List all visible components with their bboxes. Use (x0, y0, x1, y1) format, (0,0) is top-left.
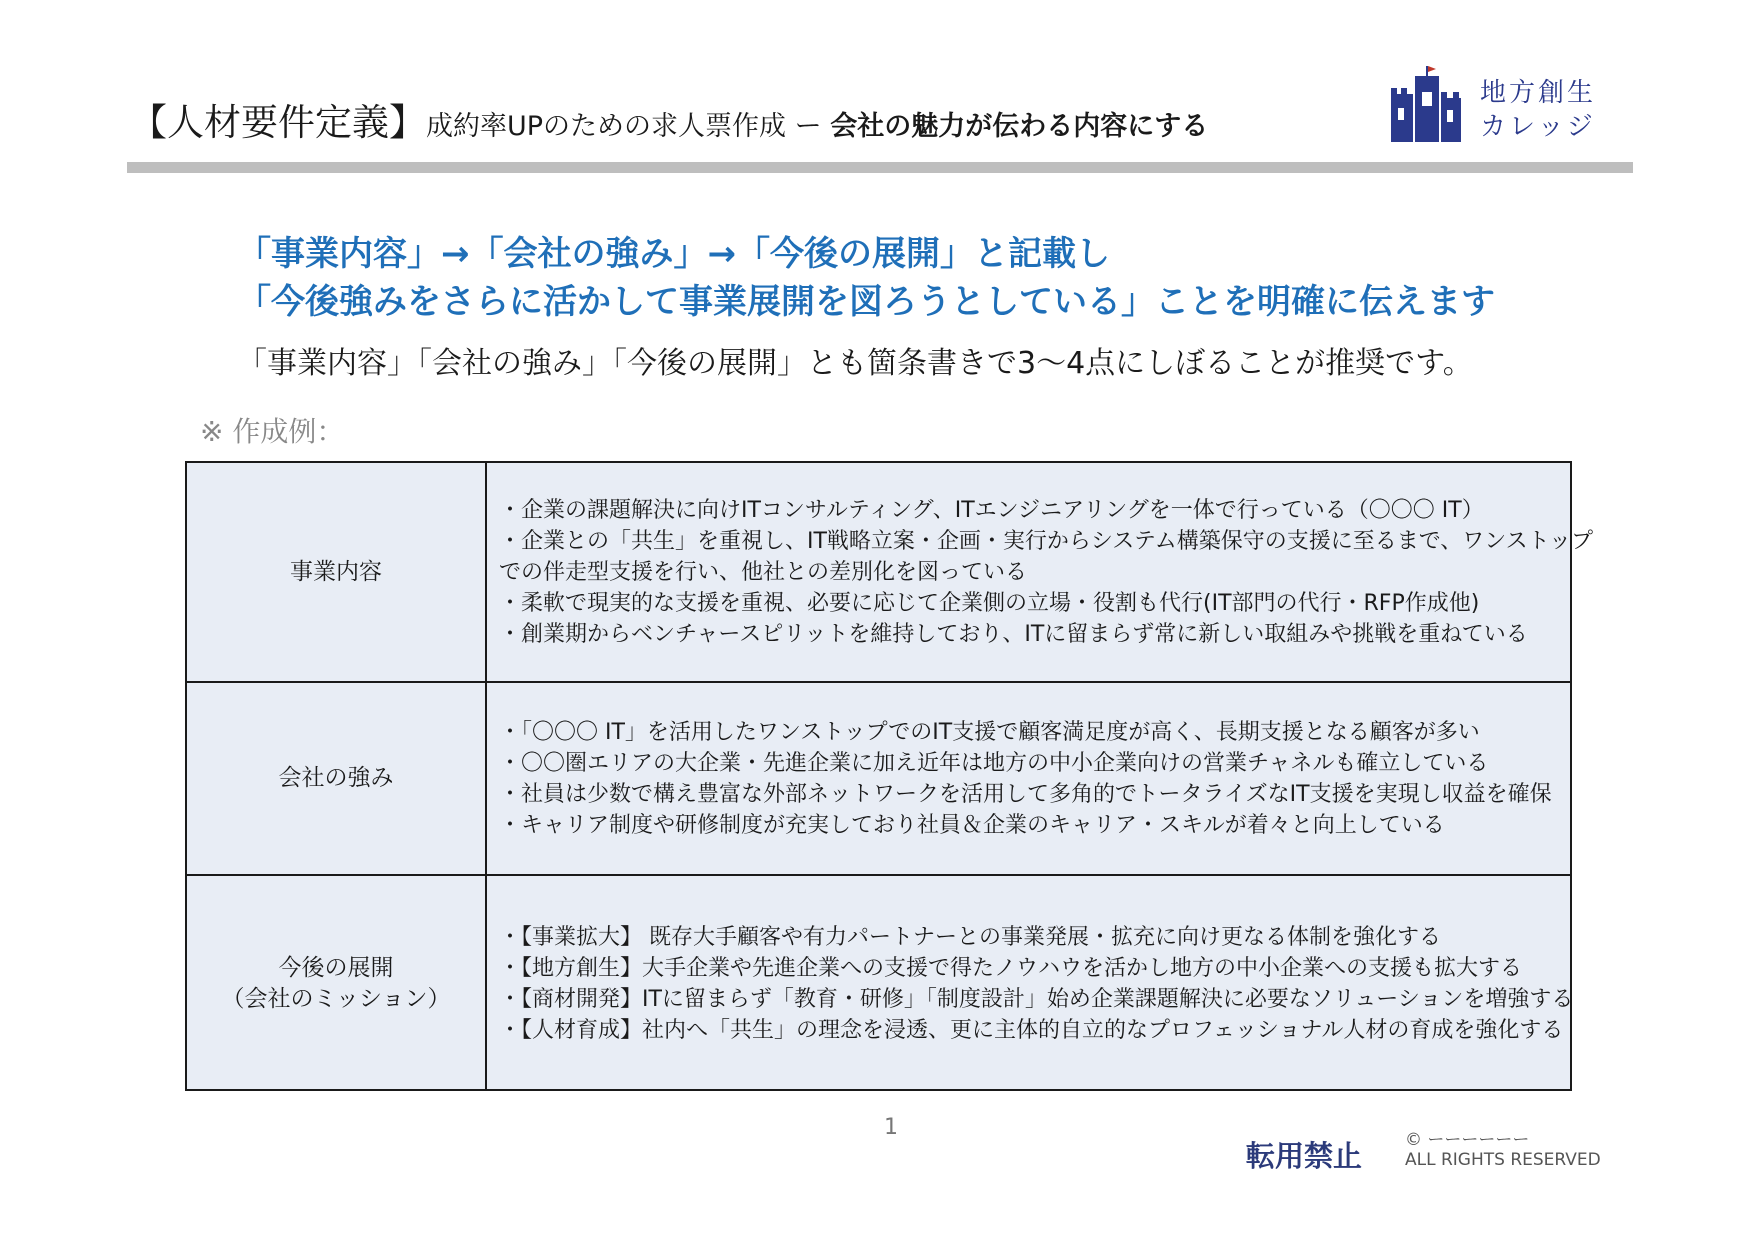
title-main: 成約率UPのための求人票作成 (426, 111, 787, 142)
row-label-subtext: （会社のミッション） (221, 985, 451, 1012)
list-item: ・柔軟で現実的な支援を重視、必要に応じて企業側の立場・役割も代行(IT部門の代行・RFP作成他) (499, 590, 1480, 616)
no-reuse-notice: 転用禁止 (1246, 1139, 1363, 1173)
logo-line-1: 地方創生 (1480, 78, 1597, 108)
table-row (187, 681, 1570, 874)
row-label-text: 会社の強み (278, 765, 394, 791)
page-number: 1 (884, 1115, 898, 1140)
row-label (187, 683, 487, 874)
row-label-text: 今後の展開 (278, 954, 394, 981)
list-item: ・【事業拡大】 既存大手顧客や有力パートナーとの事業発展・拡充に向け更なる体制を強化する (499, 924, 1441, 950)
list-item: ・企業の課題解決に向けITコンサルティング、ITエンジニアリングを一体で行っている（〇〇〇 IT） (499, 497, 1484, 523)
list-item: での伴走型支援を行い、他社との差別化を図っている (499, 559, 1028, 585)
title-bold: 会社の魅力が伝わる内容にする (830, 111, 1209, 142)
list-item: ・【人材育成】社内へ「共生」の理念を浸透、更に主体的自立的なプロフェッショナル人材の育成を強化する (499, 1017, 1564, 1043)
list-item: ・【地方創生】大手企業や先進企業への支援で得たノウハウを活かし地方の中小企業への支援も拡大する (499, 955, 1523, 981)
list-item: ・社員は少数で構え豊富な外部ネットワークを活用して多角的でトータライズなIT支援を実現し収益を確保 (499, 781, 1552, 807)
title-dash: ー (786, 111, 831, 142)
row-label-text: 事業内容 (290, 558, 382, 585)
headline-line-1: 「事業内容」→「会社の強み」→「今後の展開」と記載し (237, 234, 1110, 274)
row-items (499, 876, 1574, 1091)
list-item: ・「〇〇〇 IT」を活用したワンストップでのIT支援で顧客満足度が高く、長期支援となる顧客が多い (499, 719, 1480, 745)
logo (1388, 62, 1598, 147)
row-items (499, 463, 1593, 681)
subtext: 「事業内容」「会社の強み」「今後の展開」とも箇条書きで3～4点にしぼることが推奨です。 (237, 346, 1473, 381)
page-title (130, 92, 1208, 146)
title-bracket: 【人材要件定義】 (130, 101, 426, 144)
list-item: ・〇〇圏エリアの大企業・先進企業に加え近年は地方の中小企業向けの営業チャネルも確立している (499, 750, 1489, 776)
example-label: ※ 作成例： (200, 415, 345, 448)
copyright (1405, 1130, 1601, 1170)
row-label (187, 463, 487, 681)
list-item: ・企業との「共生」を重視し、IT戦略立案・企画・実行からシステム構築保守の支援に至るまで、ワンストップ (499, 528, 1593, 554)
table-row (187, 463, 1593, 681)
table-row (187, 874, 1574, 1091)
copyright-line-2: ALL RIGHTS RESERVED (1405, 1150, 1601, 1170)
list-item: ・【商材開発】ITに留まらず「教育・研修」「制度設計」始め企業課題解決に必要なソリューションを増強する (499, 986, 1574, 1012)
logo-line-2: カレッジ (1480, 112, 1596, 142)
header-divider (127, 162, 1633, 173)
list-item: ・キャリア制度や研修制度が充実しており社員＆企業のキャリア・スキルが着々と向上している (499, 812, 1445, 838)
copyright-line-1: © ーーーーーー (1405, 1130, 1530, 1150)
row-items (499, 683, 1562, 874)
example-table (185, 461, 1593, 1091)
castle-logo-icon (1388, 64, 1478, 146)
list-item: ・創業期からベンチャースピリットを維持しており、ITに留まらず常に新しい取組みや挑戦を重ねている (499, 621, 1528, 647)
logo-text (1480, 76, 1596, 144)
headline-line-2: 「今後強みをさらに活かして事業展開を図ろうとしている」ことを明確に伝えます (237, 282, 1495, 322)
row-label (187, 876, 487, 1091)
